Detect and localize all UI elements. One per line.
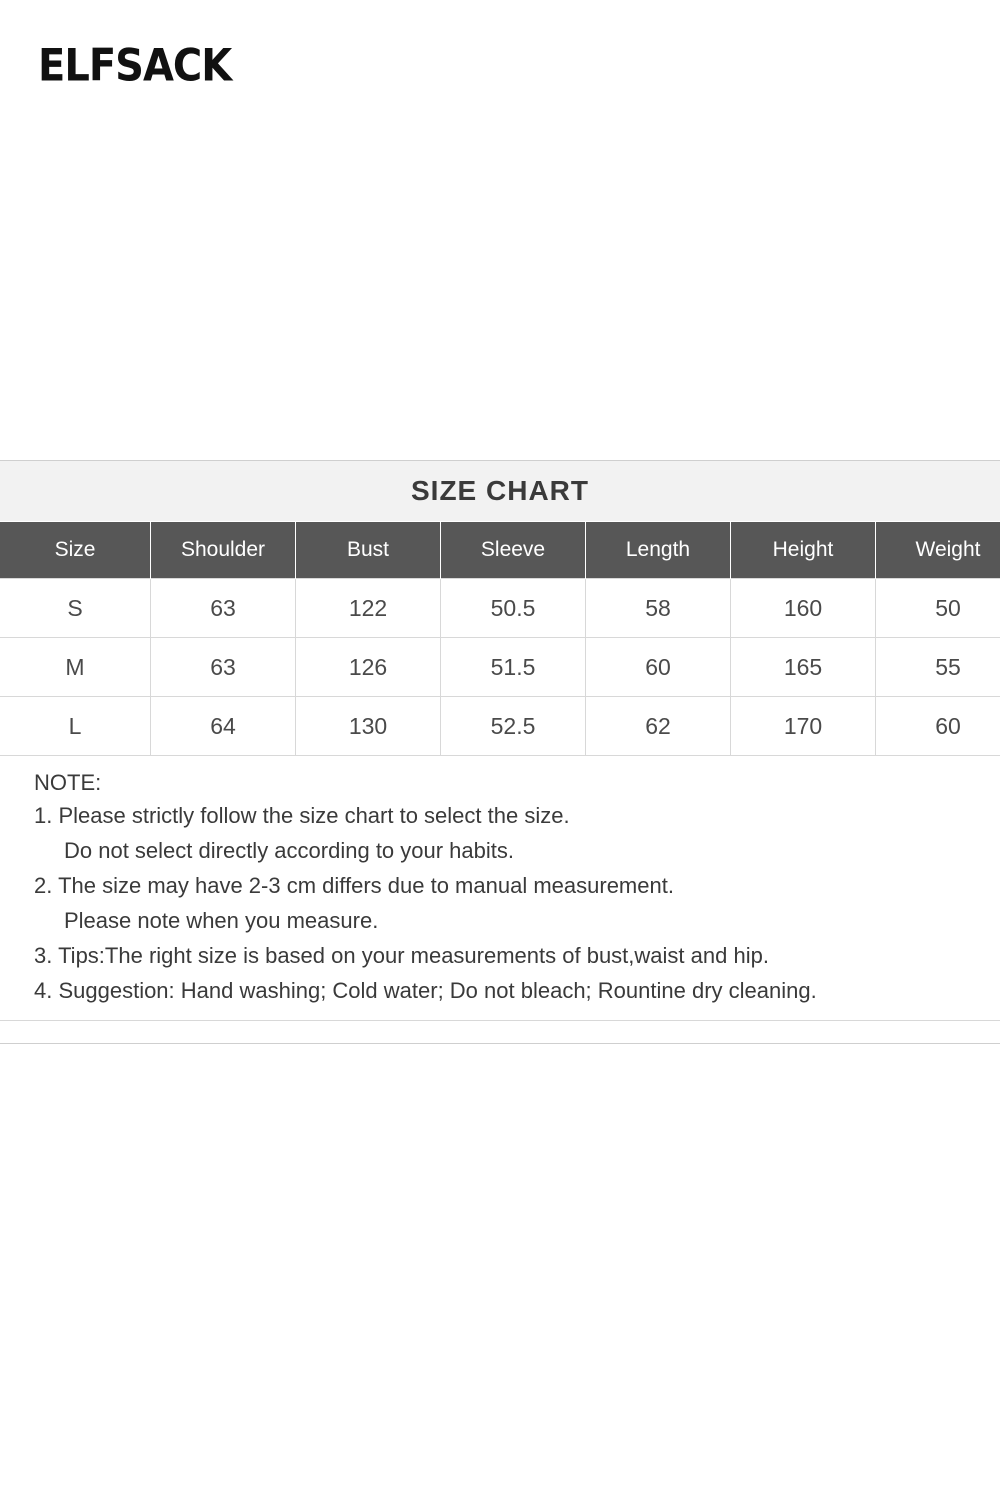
column-header-length: Length: [586, 522, 731, 579]
cell-height: 170: [731, 697, 876, 756]
cell-shoulder: 64: [151, 697, 296, 756]
brand-logo: [38, 40, 231, 92]
size-chart-panel: [0, 460, 1000, 1044]
column-header-height: Height: [731, 522, 876, 579]
note-line-1: 1. Please strictly follow the size chart to select the size.: [34, 803, 570, 828]
cell-bust: 126: [296, 638, 441, 697]
size-chart-table: [0, 522, 1000, 755]
brand-logo-text: ELFSACK: [38, 40, 232, 92]
cell-size: L: [0, 697, 151, 756]
cell-length: 60: [586, 638, 731, 697]
cell-size: S: [0, 579, 151, 638]
notes-heading: NOTE:: [34, 770, 102, 795]
cell-sleeve: 52.5: [441, 697, 586, 756]
cell-shoulder: 63: [151, 638, 296, 697]
cell-height: 165: [731, 638, 876, 697]
cell-length: 58: [586, 579, 731, 638]
note-line-3: 3. Tips:The right size is based on your measurements of bust,waist and hip.: [34, 943, 769, 968]
cell-bust: 122: [296, 579, 441, 638]
size-chart-title: SIZE CHART: [0, 461, 1000, 522]
size-chart-notes: [0, 755, 1000, 1020]
column-header-bust: Bust: [296, 522, 441, 579]
chart-footer-spacer: [0, 1020, 1000, 1043]
cell-sleeve: 51.5: [441, 638, 586, 697]
note-line-4: 4. Suggestion: Hand washing; Cold water; Do not bleach; Rountine dry cleaning.: [34, 978, 817, 1003]
cell-weight: 60: [876, 697, 1000, 756]
table-row: [0, 697, 1000, 756]
cell-size: M: [0, 638, 151, 697]
column-header-shoulder: Shoulder: [151, 522, 296, 579]
table-header-row: [0, 522, 1000, 579]
column-header-size: Size: [0, 522, 151, 579]
cell-sleeve: 50.5: [441, 579, 586, 638]
column-header-weight: Weight: [876, 522, 1000, 579]
cell-weight: 50: [876, 579, 1000, 638]
note-line-2b: Please note when you measure.: [64, 908, 379, 933]
table-row: [0, 579, 1000, 638]
column-header-sleeve: Sleeve: [441, 522, 586, 579]
table-row: [0, 638, 1000, 697]
cell-bust: 130: [296, 697, 441, 756]
cell-height: 160: [731, 579, 876, 638]
cell-length: 62: [586, 697, 731, 756]
cell-weight: 55: [876, 638, 1000, 697]
cell-shoulder: 63: [151, 579, 296, 638]
note-line-2: 2. The size may have 2-3 cm differs due to manual measurement.: [34, 873, 674, 898]
note-line-1b: Do not select directly according to your habits.: [64, 838, 515, 863]
